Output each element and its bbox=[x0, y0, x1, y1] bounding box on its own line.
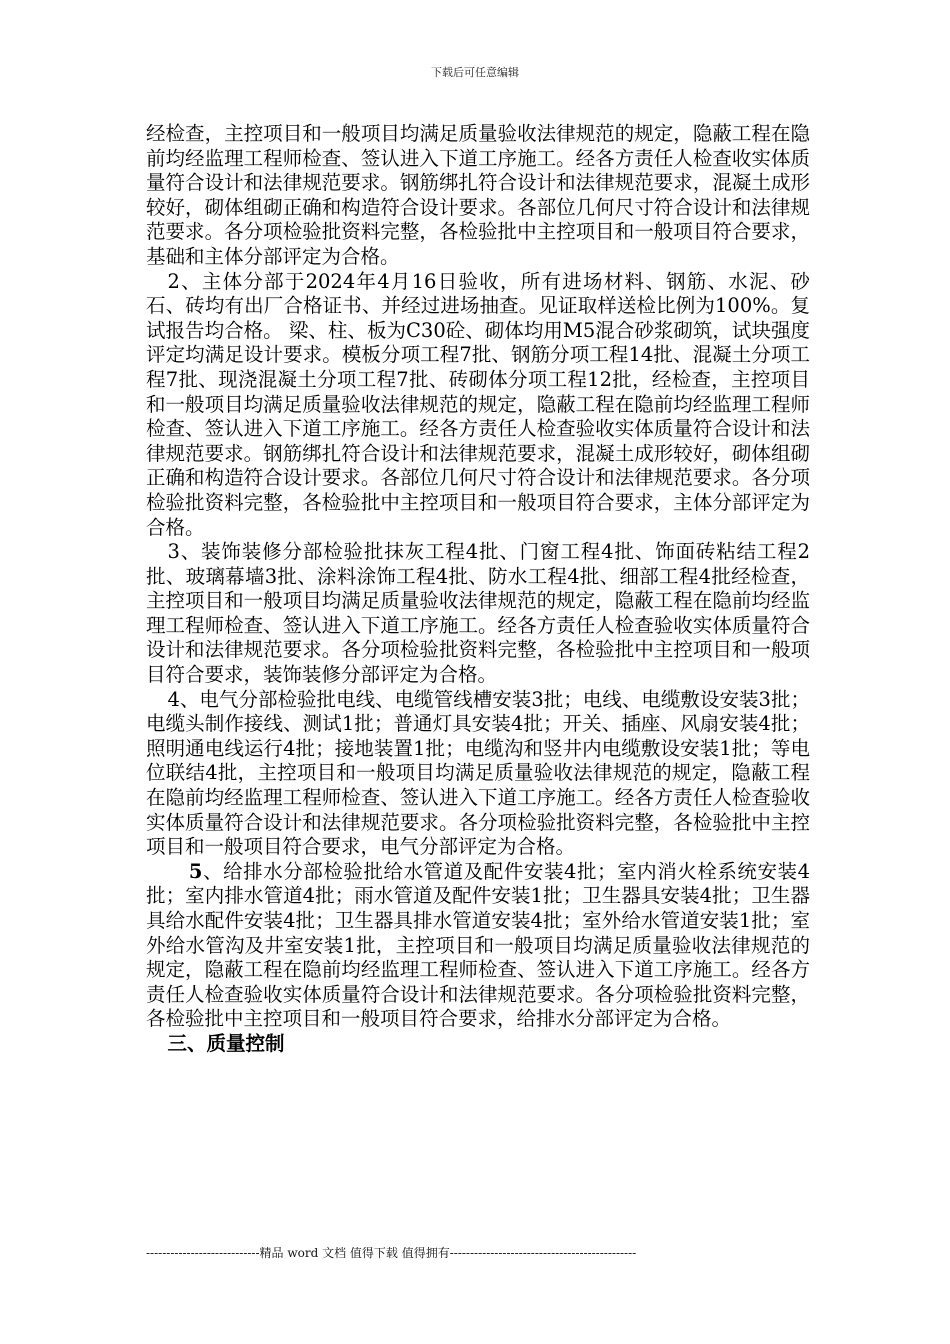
paragraph-plumbing-number: 5 bbox=[188, 859, 203, 883]
paragraph-plumbing-text: 、给排水分部检验批给水管道及配件安装4批；室内消火栓系统安装4批；室内排水管道4批；雨水管道及配件安装1批；卫生器具安装4批；卫生器具给水配件安装4批；卫生器具排水管道安装4批；室外给水管道安装1批；室外给水管沟及井室安装1批，主控项目和一般项目均满足质量验收法律规范的规定，隐蔽工程在隐前均经监理工程师检查、签认进入下道工序施工。经各方责任人检查验收实体质量符合设计和法律规范要求。各分项检验批资料完整，各检验批中主控项目和一般项目符合要求，给排水分部评定为合格。 bbox=[146, 859, 810, 1031]
paragraph-plumbing bbox=[146, 860, 810, 1032]
paragraph-electrical: 4、电气分部检验批电线、电缆管线槽安装3批；电线、电缆敷设安装3批；电缆头制作接线、测试1批；普通灯具安装4批；开关、插座、风扇安装4批；照明通电线运行4批；接地装置1批；电缆沟和竖井内电缆敷设安装1批；等电位联结4批，主控项目和一般项目均满足质量验收法律规范的规定，隐蔽工程在隐前均经监理工程师检查、签认进入下道工序施工。经各方责任人检查验收实体质量符合设计和法律规范要求。各分项检验批资料完整，各检验批中主控项目和一般项目符合要求，电气分部评定为合格。 bbox=[146, 687, 810, 859]
paragraph-decoration: 3、装饰装修分部检验批抹灰工程4批、门窗工程4批、饰面砖粘结工程2批、玻璃幕墙3批、涂料涂饰工程4批、防水工程4批、细部工程4批经检查，主控项目和一般项目均满足质量验收法律规范的规定，隐蔽工程在隐前均经监理工程师检查、签认进入下道工序施工。经各方责任人检查验收实体质量符合设计和法律规范要求。各分项检验批资料完整，各检验批中主控项目和一般项目符合要求，装饰装修分部评定为合格。 bbox=[146, 540, 810, 687]
paragraph-continuation: 经检查，主控项目和一般项目均满足质量验收法律规范的规定，隐蔽工程在隐前均经监理工程师检查、签认进入下道工序施工。经各方责任人检查收实体质量符合设计和法律规范要求。钢筋绑扎符合设计和法律规范要求，混凝土成形较好，砌体组砌正确和构造符合设计要求。各部位几何尺寸符合设计和法律规范要求。各分项检验批资料完整，各检验批中主控项目和一般项目符合要求，基础和主体分部评定为合格。 bbox=[146, 122, 810, 268]
page-header-note: 下载后可任意编辑 bbox=[431, 66, 519, 79]
section-heading-quality-control: 三、质量控制 bbox=[167, 1031, 285, 1055]
document-body bbox=[146, 122, 810, 1057]
paragraph-main-structure: 2、主体分部于2024年4月16日验收，所有进场材料、钢筋、水泥、砂石、砖均有出厂合格证书、并经过进场抽查。见证取样送检比例为100%。复试报告均合格。 梁、柱、板为C30砼、砌体均用M5混合砂浆砌筑，试块强度评定均满足设计要求。模板分项工程7批、钢筋分项工程14批、混凝土分项工程7批、现浇混凝土分项工程7批、砖砌体分项工程12批，经检查，主控项目和一般项目均满足质量验收法律规范的规定，隐蔽工程在隐前均经监理工程师检查、签认进入下道工序施工。经各方责任人检查验收实体质量符合设计和法律规范要求。钢筋绑扎符合设计和法律规范要求，混凝土成形较好，砌体组砌正确和构造符合设计要求。各部位几何尺寸符合设计和法律规范要求。各分项检验批资料完整，各检验批中主控项目和一般项目符合要求，主体分部评定为合格。 bbox=[146, 269, 810, 539]
page-footer: ----------------------------精品 word 文档 值得下载 值得拥有---------------------------------------------- bbox=[146, 1246, 637, 1260]
